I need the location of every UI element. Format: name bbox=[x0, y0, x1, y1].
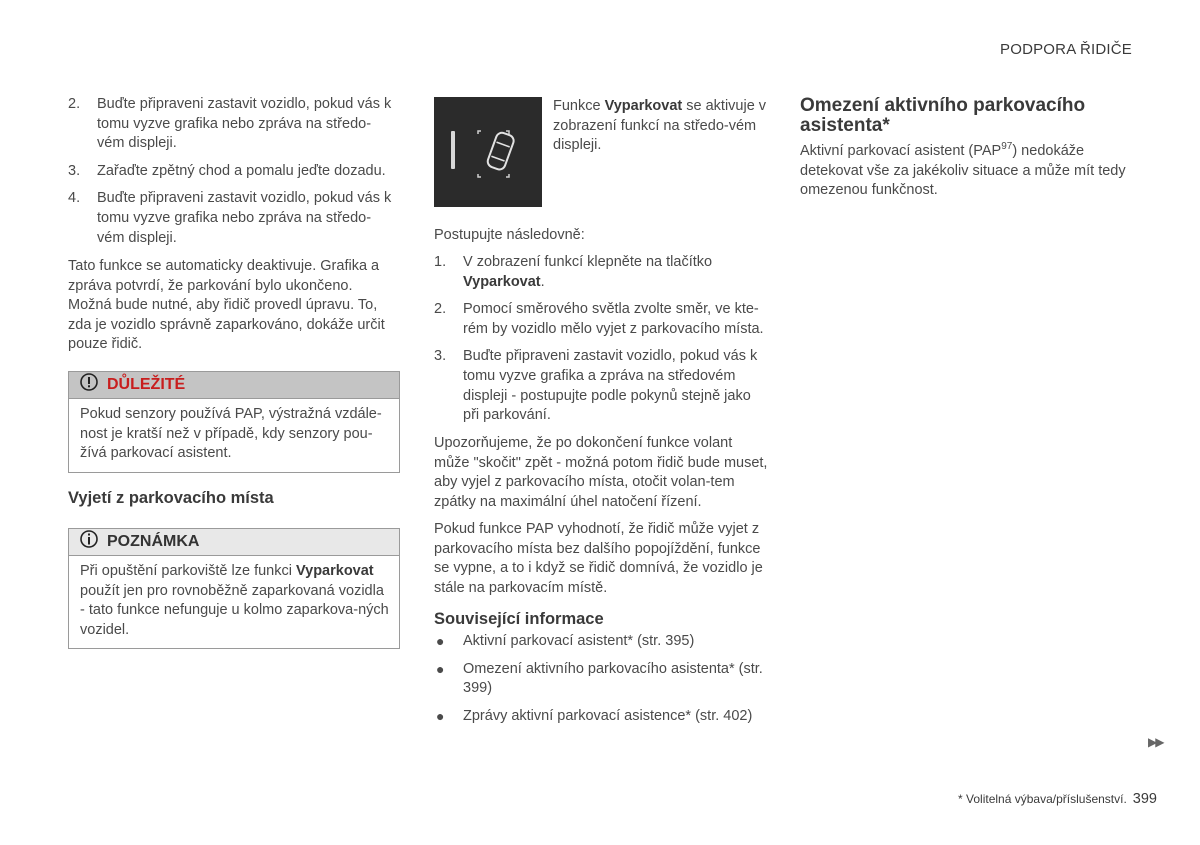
section-title: Omezení aktivního parkovacího asistenta* bbox=[800, 95, 1086, 136]
related-heading: Související informace bbox=[434, 610, 604, 628]
note-text: Při opuštění parkoviště lze funkci Vyparkovat použít jen pro rovnoběžně zaparkovaná vozidla - tato funkce nefunguje u kolmo zaparkova-ných vozidel. bbox=[80, 563, 389, 638]
list-item: 1. V zobrazení funkcí klepněte na tlačítko Vyparkovat. bbox=[434, 254, 713, 290]
note-title: POZNÁMKA bbox=[107, 533, 200, 551]
double-chevron-right-icon: ▶▶ bbox=[1148, 735, 1163, 749]
related-link[interactable]: ● Aktivní parkovací asistent* (str. 395) bbox=[434, 632, 770, 652]
limitations-paragraph: Aktivní parkovací asistent (PAP$^{97}$) nedokáže detekovat vše za jakékoliv situace a může mít tedy omezenou funkčnost. bbox=[800, 141, 1126, 199]
step-number: 2. bbox=[434, 301, 447, 318]
park-out-function-image bbox=[434, 97, 542, 207]
function-name: Vyparkovat bbox=[604, 98, 683, 114]
page-footer bbox=[958, 790, 1157, 810]
step-text: Zařaďte zpětný chod a pomalu jeďte dozadu. bbox=[97, 162, 386, 179]
related-links-list bbox=[434, 632, 770, 734]
important-box bbox=[68, 371, 400, 473]
warning-icon bbox=[79, 372, 99, 399]
bullet-icon: ● bbox=[436, 660, 445, 677]
image-caption: Funkce Vyparkovat se aktivuje v zobrazení funkcí na středo-vém displeji. bbox=[553, 98, 767, 154]
list-item bbox=[68, 95, 398, 154]
left-steps-list bbox=[68, 95, 398, 256]
steering-paragraph: Upozorňujeme, že po dokončení funkce volant může "skočit" zpět - možná potom řidič bude muset, aby vyjel z parkovacího místa, otočit volan-tem zpátky na maximální úhel natočení řízení. bbox=[434, 435, 768, 510]
list-item bbox=[68, 189, 398, 248]
list-item: 3. Buďte připraveni zastavit vozidlo, pokud vás k tomu vyzve grafika a zpráva na středovém displeji - postupujte podle pokynů stejně jako při parkování. bbox=[434, 348, 758, 424]
step-number: 2. bbox=[68, 96, 81, 112]
related-link[interactable]: ● Zprávy aktivní parkovací asistence* (str. 402) bbox=[434, 707, 770, 727]
function-name: Vyparkovat bbox=[463, 273, 541, 290]
footnote-ref: 97 bbox=[1001, 141, 1013, 153]
step-text: Buďte připraveni zastavit vozidlo, pokud vás k tomu vyzve grafika nebo zpráva na středo-vém displeji. bbox=[97, 96, 392, 152]
middle-steps-list bbox=[434, 253, 770, 434]
note-box-header bbox=[69, 529, 399, 556]
step-number: 4. bbox=[68, 190, 81, 207]
running-header: PODPORA ŘIDIČE bbox=[1000, 41, 1132, 58]
important-box-header bbox=[69, 372, 399, 399]
step-text: Buďte připraveni zastavit vozidlo, pokud vás k tomu vyzve grafika nebo zpráva na středo-vém displeji. bbox=[97, 190, 392, 246]
important-title: DŮLEŽITÉ bbox=[107, 376, 186, 394]
procedure-intro: Postupujte následovně: bbox=[434, 227, 585, 243]
list-item bbox=[68, 162, 398, 182]
page-number: 399 bbox=[1132, 791, 1157, 807]
deactivation-paragraph: Tato funkce se automaticky deaktivuje. Grafika a zpráva potvrdí, že parkování bylo ukončeno. Možná bude nutné, aby řidič provedl úpravu. To, zda je vozidlo správně zaparkováno, dokáže určit pouze řidič. bbox=[68, 258, 385, 353]
related-link[interactable]: ● Omezení aktivního parkovacího asistenta* (str. 399) bbox=[436, 660, 763, 697]
bullet-icon: ● bbox=[436, 633, 445, 649]
list-item: 2. Pomocí směrového světla zvolte směr, ve kte-rém by vozidlo mělo vyjet z parkovacího místa. bbox=[434, 301, 764, 337]
step-number: 3. bbox=[68, 162, 81, 179]
info-icon bbox=[79, 529, 99, 556]
step-number: 1. bbox=[434, 254, 447, 270]
bullet-icon: ● bbox=[436, 707, 445, 724]
step-number: 3. bbox=[434, 348, 447, 365]
footnote-text: * Volitelná výbava/příslušenství. bbox=[958, 792, 1127, 806]
important-text: Pokud senzory používá PAP, výstražná vzdále-nost je kratší než v případě, kdy senzory pou-žívá parkovací asistent. bbox=[80, 406, 382, 462]
note-box bbox=[68, 528, 400, 649]
pap-paragraph: Pokud funkce PAP vyhodnotí, že řidič může vyjet z parkovacího místa bez dalšího popojíždění, funkce se vypne, a to i když se řidič domnívá, že vozidlo je stále na parkovacím místě. bbox=[434, 521, 763, 596]
function-name: Vyparkovat bbox=[296, 563, 374, 579]
section-heading: Vyjetí z parkovacího místa bbox=[68, 489, 274, 507]
